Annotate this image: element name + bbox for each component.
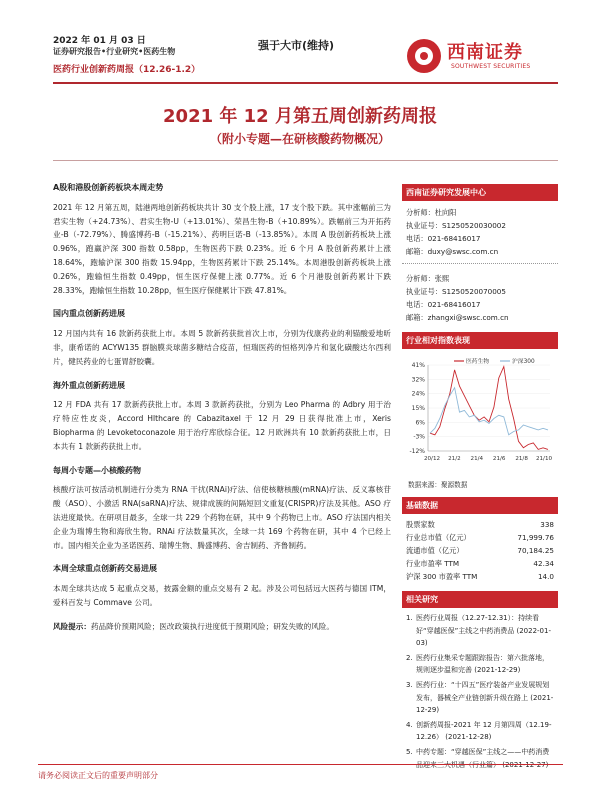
- section-body-overseas: 12 月 FDA 共有 17 款新药获批上市。本周 3 款新药获批，分别为 Leo Pharma 的 Adbry 用于治疗特应性皮炎，Accord Hlthcare 的 Cabazitaxel 于 12 月 29 日获得批准上市，Xeris Biopharma 的 Levoketoconazole 用于治疗库欣综合征。12 月欧洲共有 10 款新药获批上市，日本共有 1 款新药获批上市。: [53, 400, 391, 451]
- related-research-index: 2.: [406, 653, 413, 662]
- basic-data-value: 14.0: [537, 572, 554, 581]
- related-research-index: 3.: [406, 680, 413, 689]
- chart-series-line-csi300: [430, 388, 548, 435]
- related-research-item[interactable]: [406, 746, 554, 771]
- basic-data-row: [402, 531, 558, 544]
- team-heading: 西南证券研究发展中心: [402, 184, 558, 201]
- basic-data-label: 行业市盈率 TTM: [406, 558, 460, 568]
- basic-data-table: [402, 518, 558, 583]
- risk-warning: [53, 620, 391, 634]
- basic-data-label: 股票家数: [406, 519, 435, 529]
- logo-emblem-icon: [407, 39, 441, 73]
- chart-y-tick-label: 15%: [411, 405, 425, 412]
- analyst-block-1: [402, 201, 558, 260]
- company-logo: [407, 36, 557, 76]
- analyst-tel: 电话：021-68416017: [406, 300, 481, 309]
- chart-legend-label: 沪深300: [512, 359, 535, 365]
- risk-label: 风险提示：: [53, 621, 91, 631]
- risk-text: 药品降价预期风险；医改政策执行进度低于预期风险；研发失败的风险。: [90, 621, 334, 631]
- analyst-cert: 执业证号：S1250520030002: [406, 221, 506, 230]
- section-body-deals: 本周全球共达成 5 起重点交易，披露金额的重点交易有 2 起。涉及公司包括远大医药与德国 ITM，爱科百发与 Commave 公司。: [53, 584, 391, 607]
- chart-x-tick-label: 20/12: [423, 456, 441, 462]
- basic-data-value: 338: [540, 520, 554, 529]
- chart-x-tick-label: 21/6: [492, 456, 506, 462]
- basic-data-value: 42.34: [533, 559, 554, 568]
- section-heading-domestic: 国内重点创新药进展: [53, 309, 125, 319]
- logo-chinese-name: 西南证券: [447, 42, 523, 63]
- related-research-heading: 相关研究: [402, 591, 558, 608]
- report-series: 医药行业创新药周报（12.26-1.2）: [53, 65, 201, 75]
- basic-data-row: [402, 557, 558, 570]
- related-research-title: 中药专题：“穿越医保”主线之——中药消费: [416, 747, 550, 756]
- report-title: 2021 年 12 月第五周创新药周报: [163, 106, 437, 127]
- analyst-email: 邮箱：zhangxi@swsc.com.cn: [406, 313, 509, 322]
- performance-heading: 行业相对指数表现: [402, 332, 558, 349]
- chart-x-tick-label: 21/10: [535, 456, 553, 462]
- related-research-title: 医药行业：“十四五”医疗装备产业发展规划发布，器械全产业链创新升级在路上 (2021-12-29): [416, 680, 554, 715]
- basic-data-label: 行业总市值（亿元）: [406, 532, 471, 542]
- related-research-item[interactable]: [406, 652, 554, 677]
- industry-rating: 强于大市(维持): [258, 39, 335, 52]
- related-research-title: 医药行业周报（12.27-12.31）：持续看好“穿越医保”主线之中药消费品 (2022-01-03): [416, 614, 551, 648]
- related-research-item[interactable]: [406, 719, 554, 744]
- section-heading-market: A股和港股创新药板块本周走势: [53, 183, 164, 192]
- related-research-item[interactable]: [406, 679, 554, 717]
- performance-chart-svg: [402, 355, 558, 475]
- footer-divider: [38, 764, 563, 765]
- chart-x-tick-label: 21/8: [515, 456, 528, 462]
- sidebar: [402, 184, 558, 773]
- analyst-cert: 执业证号：S1250520070005: [406, 287, 506, 296]
- report-subtitle: （附小专题—在研核酸药物概况）: [209, 132, 390, 146]
- analyst-name: 分析师：杜向阳: [406, 208, 457, 217]
- chart-legend-label: 医药生物: [466, 359, 490, 365]
- chart-y-tick-label: -12%: [409, 448, 425, 455]
- chart-x-tick-label: 21/4: [470, 456, 484, 462]
- analyst-block-2: [402, 267, 558, 326]
- analyst-email: 邮箱：duxy@swsc.com.cn: [406, 247, 499, 256]
- section-body-domestic: 12 月国内共有 16 款新药获批上市。本周 5 款新药获批首次上市，分别为伐康药业的利锚酸爱地昕非，康希诺的 ACYW135 群脑膜炎球菌多糖结合疫苗，恒瑞医药的恒格列净片和氢化磺酸达尔西利片，健民药业的七蛋胃舒胶囊。: [53, 329, 391, 366]
- related-research-item[interactable]: [406, 612, 554, 650]
- section-heading-topic: 每周小专题—小核酸药物: [53, 465, 141, 475]
- basic-data-heading: 基础数据: [402, 497, 558, 514]
- related-research-title: 创新药周报-2021 年 12 月第四周（12.19-12.26） (2021-12-28): [416, 720, 552, 742]
- chart-x-tick-label: 21/2: [448, 456, 461, 462]
- related-research-list: [402, 608, 558, 771]
- report-category: 证券研究报告•行业研究•医药生物: [53, 47, 176, 56]
- basic-data-row: [402, 518, 558, 531]
- related-research-index: 1.: [406, 614, 413, 622]
- chart-y-tick-label: 6%: [415, 419, 425, 427]
- related-research-index: 4.: [406, 720, 413, 729]
- chart-y-tick-label: 32%: [411, 376, 425, 384]
- logo-english-name: SOUTHWEST SECURITIES: [451, 63, 531, 70]
- footer-disclaimer: 请务必阅读正文后的重要声明部分: [38, 771, 158, 780]
- main-content: [53, 181, 391, 634]
- basic-data-value: 70,184.25: [517, 546, 554, 555]
- chart-y-tick-label: -3%: [413, 433, 425, 441]
- chart-y-tick-label: 41%: [411, 362, 425, 369]
- related-research-index: 5.: [406, 747, 413, 756]
- header-divider: [53, 82, 558, 84]
- chart-source: 数据来源：聚源数据: [408, 481, 468, 489]
- section-heading-deals: 本周全球重点创新药交易进展: [53, 564, 157, 574]
- basic-data-value: 71,999.76: [517, 533, 554, 542]
- analyst-divider: [402, 263, 558, 264]
- basic-data-row: [402, 544, 558, 557]
- performance-chart: [402, 355, 558, 475]
- analyst-name: 分析师：张熙: [406, 274, 450, 283]
- basic-data-label: 流通市值（亿元）: [406, 545, 464, 555]
- chart-y-tick-label: 24%: [411, 390, 425, 398]
- basic-data-label: 沪深 300 市盈率 TTM: [406, 571, 478, 581]
- basic-data-row: [402, 570, 558, 583]
- section-body-market: 2021 年 12 月第五周，陆港两地创新药板块共计 30 支个股上涨，17 支个股下跌。其中涨幅前三为君实生物（+24.73%）、君实生物-U（+13.01%）、荣昌生物-B（+10.89%）。跌幅前三为开拓药业-B（-72.79%）、腾盛博药-B（-15.21%）、药明巨诺-B（-13.85%）。本周 A 股创新药板块上涨 0.96%，跑赢沪深 300 指数 0.58pp，生物医药下跌 0.23%。近 6 个月 A 股创新药累计上涨 18.64%，跑输沪深 300 指数 15.94pp，生物医药累计下跌 25.14%。本周港股创新药板块上涨 0.26%，跑输恒生指数 0.49pp，恒生医疗保健上涨 0.77%。近 6 个月港股创新药累计下跌 28.33%，跑输恒生指数 10.28pp，恒生医疗保健累计下跌 47.81%。: [53, 202, 391, 295]
- title-divider: [53, 160, 558, 161]
- section-body-topic: 核酸疗法可按活动机制进行分类为 RNA 干扰(RNAi)疗法、信使核糖核酸(mRNA)疗法、反义寡核苷酸（ASO）、小激活 RNA(saRNA)疗法、规律成簇的间隔短回文重复(CRISPR)疗法及其他。ASO 疗法进度最快。在研项目最多，全球一共 229 个药物在研，其中 9 个药物已上市。ASO 疗法国内相关企业为瑞博生物和海欣生物。RNAi 疗法数量其次，全球一共 169 个药物在研，其中 4 个已经上市。国内相关企业为圣诺医药、瑞博生物、腾盛博药、舍吉制药、齐鲁制药。: [53, 485, 391, 550]
- section-heading-overseas: 海外重点创新药进展: [53, 380, 125, 390]
- related-research-title: 医药行业集采专题跟踪报告：第六批落地，规则逐步温和完善 (2021-12-29): [416, 653, 549, 675]
- report-date: 2022 年 01 月 03 日: [53, 36, 146, 46]
- analyst-tel: 电话：021-68416017: [406, 234, 481, 243]
